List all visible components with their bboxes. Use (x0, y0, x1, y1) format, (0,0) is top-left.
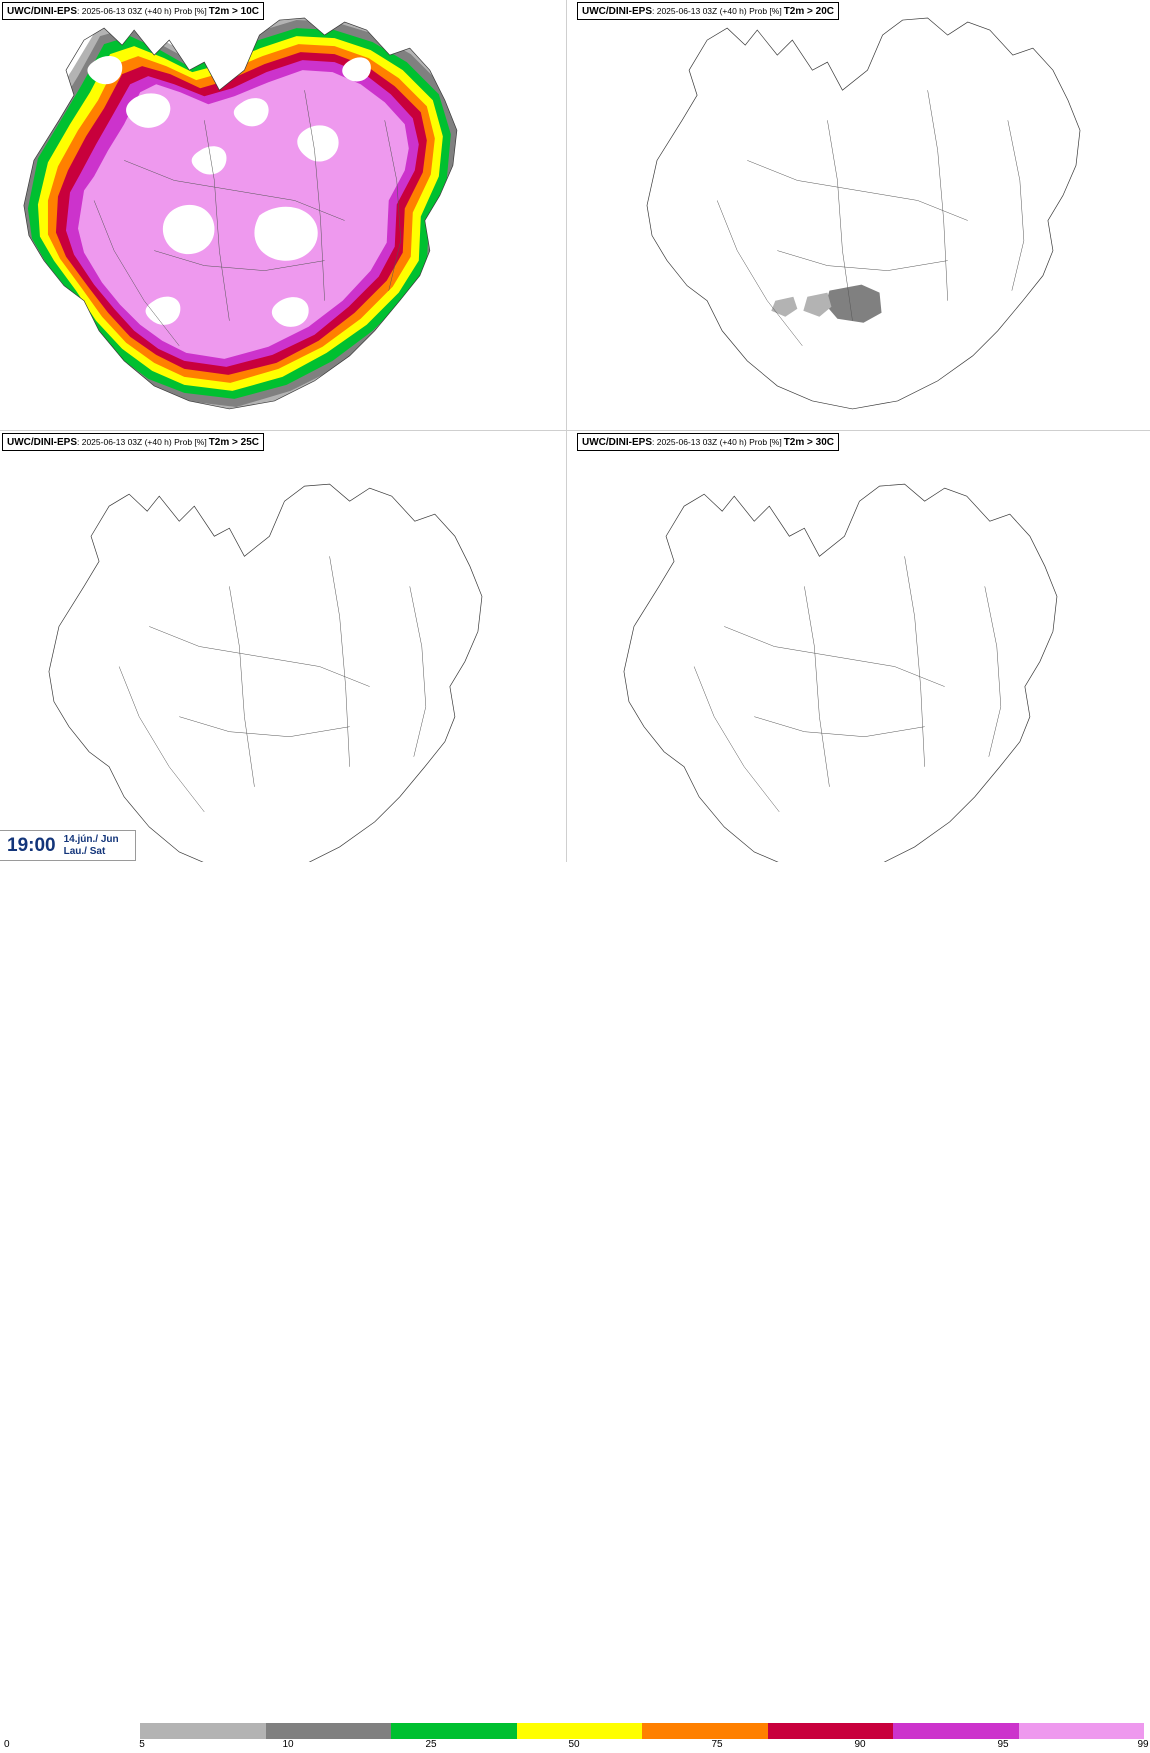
legend-swatch-95 (893, 1723, 1019, 1739)
valid-time-box (0, 830, 136, 861)
panel-run-label: : 2025-06-13 03Z (+40 h) Prob [%] (652, 437, 782, 447)
iceland-map-3 (0, 431, 575, 862)
legend-tick-90: 90 (854, 1739, 866, 1750)
legend-tick-95: 95 (997, 1739, 1009, 1750)
legend-swatch-99 (1019, 1723, 1145, 1739)
legend-swatch-50 (517, 1723, 643, 1739)
bottom-bar (0, 833, 1150, 1750)
iceland-map-4 (575, 431, 1150, 862)
map-panel-t2m-10c[interactable] (0, 0, 575, 431)
legend-swatch-10 (266, 1723, 392, 1739)
legend-tick-75: 75 (711, 1739, 723, 1750)
map-canvas-4[interactable] (575, 431, 1150, 862)
coastline-outline-4 (624, 484, 1057, 862)
panel-model-label: UWC/DINI-EPS (7, 6, 77, 17)
legend-tick-25: 25 (425, 1739, 437, 1750)
panel-title-1 (2, 2, 264, 20)
legend-tick-10: 10 (282, 1739, 294, 1750)
probability-colorbar (140, 1723, 1144, 1739)
panel-divider-vertical (566, 0, 567, 862)
legend-zero-label: 0 (4, 1739, 10, 1750)
panel-variable-label: T2m > 30C (783, 437, 835, 448)
panel-title-2 (577, 2, 839, 20)
panel-divider-horizontal (0, 430, 1150, 431)
legend-tick-labels (0, 1739, 1150, 1753)
legend-tick-50: 50 (568, 1739, 580, 1750)
iceland-map-1 (0, 0, 575, 431)
panel-variable-label: T2m > 20C (783, 6, 835, 17)
map-canvas-2[interactable] (575, 0, 1150, 431)
map-canvas-1[interactable] (0, 0, 575, 431)
legend-swatch-5 (140, 1723, 266, 1739)
map-panel-t2m-30c[interactable] (575, 431, 1150, 862)
valid-time-dates (64, 834, 119, 858)
coastline-outline-3 (49, 484, 482, 862)
iceland-map-2 (575, 0, 1150, 431)
panel-variable-label: T2m > 25C (208, 437, 260, 448)
valid-time-date: 14.jún./ Jun (63, 833, 119, 845)
legend-swatch-90 (768, 1723, 894, 1739)
panel-model-label: UWC/DINI-EPS (7, 437, 77, 448)
map-panel-grid (0, 0, 1150, 862)
panel-model-label: UWC/DINI-EPS (582, 437, 652, 448)
panel-run-label: : 2025-06-13 03Z (+40 h) Prob [%] (652, 6, 782, 16)
panel-title-3 (2, 433, 264, 451)
panel-model-label: UWC/DINI-EPS (582, 6, 652, 17)
legend-swatch-75 (642, 1723, 768, 1739)
map-panel-t2m-20c[interactable] (575, 0, 1150, 431)
panel-run-label: : 2025-06-13 03Z (+40 h) Prob [%] (77, 6, 207, 16)
panel-title-4 (577, 433, 839, 451)
legend-tick-5: 5 (139, 1739, 145, 1750)
legend-tick-99: 99 (1137, 1739, 1149, 1750)
map-panel-t2m-25c[interactable] (0, 431, 575, 862)
valid-time-weekday: Lau./ Sat (63, 845, 106, 857)
probability-shading-2 (771, 285, 881, 323)
valid-time-hour: 19:00 (7, 834, 56, 856)
panel-run-label: : 2025-06-13 03Z (+40 h) Prob [%] (77, 437, 207, 447)
coastline-outline-2 (647, 18, 1080, 409)
map-canvas-3[interactable] (0, 431, 575, 862)
legend-swatch-25 (391, 1723, 517, 1739)
panel-variable-label: T2m > 10C (208, 6, 260, 17)
